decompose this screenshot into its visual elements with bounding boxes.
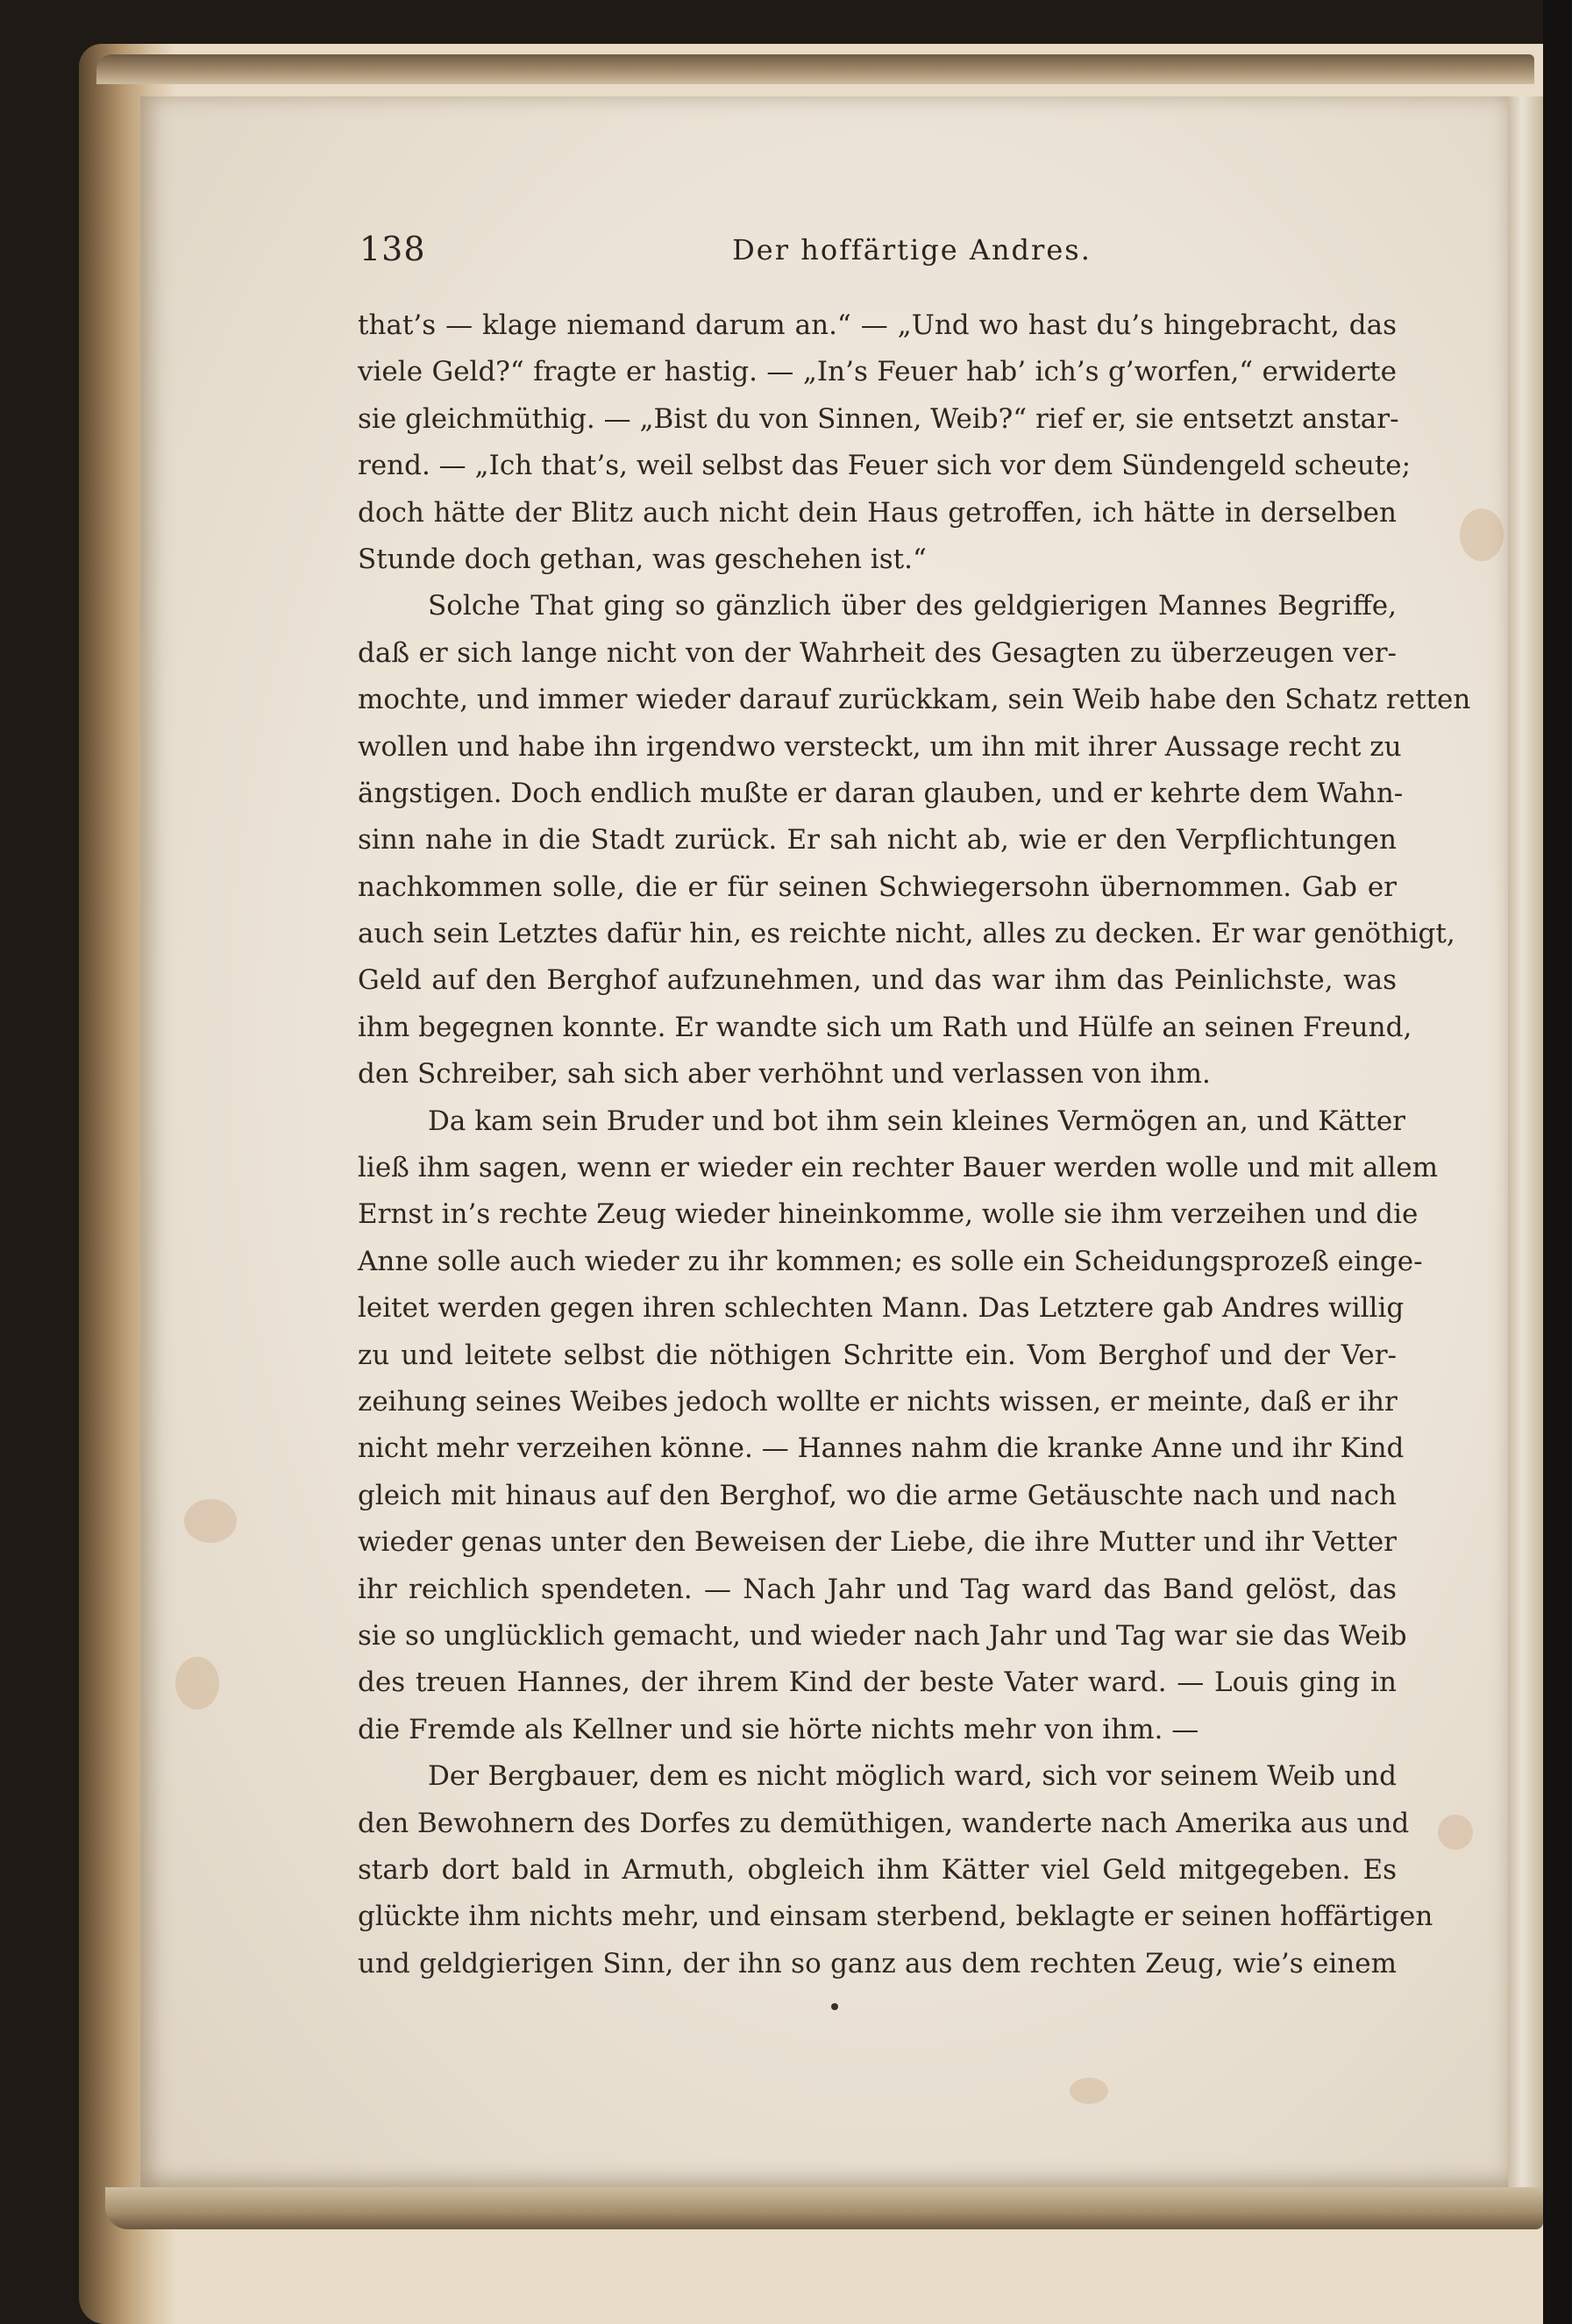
text-line: den Schreiber, sah sich aber verhöhnt und verlassen von ihm.	[358, 1058, 1211, 1091]
page-header	[359, 230, 1394, 282]
footer-mark	[831, 2003, 838, 2010]
foxing-stain	[175, 1657, 219, 1709]
text-line: Anne solle auch wieder zu ihr kommen; es solle ein Scheidungsprozeß einge-	[358, 1245, 1423, 1277]
text-line: gleich mit hinaus auf den Berghof, wo die arme Getäuschte nach und nach	[358, 1479, 1397, 1511]
text-line: ließ ihm sagen, wenn er wieder ein rechter Bauer werden wolle und mit allem	[358, 1152, 1438, 1184]
foxing-stain	[1070, 2078, 1108, 2104]
page-number: 138	[359, 230, 426, 268]
text-line: nachkommen solle, die er für seinen Schwiegersohn übernommen. Gab er	[358, 871, 1397, 903]
page-edge-top	[96, 54, 1534, 84]
text-line: glückte ihm nichts mehr, und einsam sterbend, beklagte er seinen hoffärtigen	[358, 1901, 1433, 1933]
text-line: zu und leitete selbst die nöthigen Schritte ein. Vom Berghof und der Ver-	[358, 1339, 1397, 1371]
text-line: Solche That ging so gänzlich über des geldgierigen Mannes Begriffe,	[428, 590, 1397, 622]
text-line: ihm begegnen konnte. Er wandte sich um Rath und Hülfe an seinen Freund,	[358, 1011, 1412, 1043]
text-line: nicht mehr verzeihen könne. — Hannes nahm die kranke Anne und ihr Kind	[358, 1432, 1405, 1465]
text-line: doch hätte der Blitz auch nicht dein Haus getroffen, ich hätte in derselben	[358, 496, 1397, 529]
text-line: den Bewohnern des Dorfes zu demüthigen, wanderte nach Amerika aus und	[358, 1807, 1410, 1839]
background-right	[1543, 0, 1572, 2324]
text-line: die Fremde als Kellner und sie hörte nichts mehr von ihm. —	[358, 1713, 1199, 1745]
text-line: wollen und habe ihn irgendwo versteckt, um ihn mit ihrer Aussage recht zu	[358, 730, 1402, 763]
foxing-stain	[1438, 1815, 1473, 1850]
text-line: ängstigen. Doch endlich mußte er daran glauben, und er kehrte dem Wahn-	[358, 777, 1404, 809]
text-line: zeihung seines Weibes jedoch wollte er nichts wissen, er meinte, daß er ihr	[358, 1385, 1398, 1418]
text-line: ihr reichlich spendeten. — Nach Jahr und Tag ward das Band gelöst, das	[358, 1573, 1397, 1605]
text-line: leitet werden gegen ihren schlechten Mann. Das Letztere gab Andres willig	[358, 1292, 1405, 1325]
text-line: rend. — „Ich that’s, weil selbst das Feuer sich vor dem Sündengeld scheute;	[358, 450, 1412, 482]
text-line: starb dort bald in Armuth, obgleich ihm Kätter viel Geld mitgegeben. Es	[358, 1853, 1397, 1886]
text-line: Da kam sein Bruder und bot ihm sein kleines Vermögen an, und Kätter	[428, 1105, 1406, 1137]
text-line: Ernst in’s rechte Zeug wieder hineinkomme, wolle sie ihm verzeihen und die	[358, 1198, 1419, 1231]
text-line: viele Geld?“ fragte er hastig. — „In’s Feuer hab’ ich’s g’worfen,“ erwiderte	[358, 356, 1397, 388]
text-line: Geld auf den Berghof aufzunehmen, und das war ihm das Peinlichste, was	[358, 964, 1397, 997]
running-title: Der hoffärtige Andres.	[732, 233, 1092, 267]
text-line: wieder genas unter den Beweisen der Liebe, die ihre Mutter und ihr Vetter	[358, 1526, 1397, 1559]
facing-page-gutter	[1508, 96, 1543, 2187]
text-line: des treuen Hannes, der ihrem Kind der beste Vater ward. — Louis ging in	[358, 1667, 1397, 1699]
body-text	[358, 302, 1471, 1987]
text-line: Der Bergbauer, dem es nicht möglich ward, sich vor seinem Weib und	[428, 1760, 1397, 1793]
text-line: auch sein Letztes dafür hin, es reichte nicht, alles zu decken. Er war genöthigt,	[358, 918, 1455, 950]
foxing-stain	[1460, 508, 1504, 561]
text-line: sie so unglücklich gemacht, und wieder nach Jahr und Tag war sie das Weib	[358, 1619, 1407, 1652]
foxing-stain	[184, 1499, 237, 1543]
text-line: Stunde doch gethan, was geschehen ist.“	[358, 543, 927, 575]
text-line: mochte, und immer wieder darauf zurückkam, sein Weib habe den Schatz retten	[358, 684, 1471, 716]
text-line: that’s — klage niemand darum an.“ — „Und wo hast du’s hingebracht, das	[358, 309, 1397, 341]
text-line: daß er sich lange nicht von der Wahrheit des Gesagten zu überzeugen ver-	[358, 636, 1397, 669]
text-line: sie gleichmüthig. — „Bist du von Sinnen, Weib?“ rief er, sie entsetzt anstar-	[358, 402, 1399, 435]
text-line: und geldgierigen Sinn, der ihn so ganz aus dem rechten Zeug, wie’s einem	[358, 1947, 1397, 1979]
page-edge-bottom	[105, 2187, 1543, 2229]
text-line: sinn nahe in die Stadt zurück. Er sah nicht ab, wie er den Verpflichtungen	[358, 824, 1397, 856]
